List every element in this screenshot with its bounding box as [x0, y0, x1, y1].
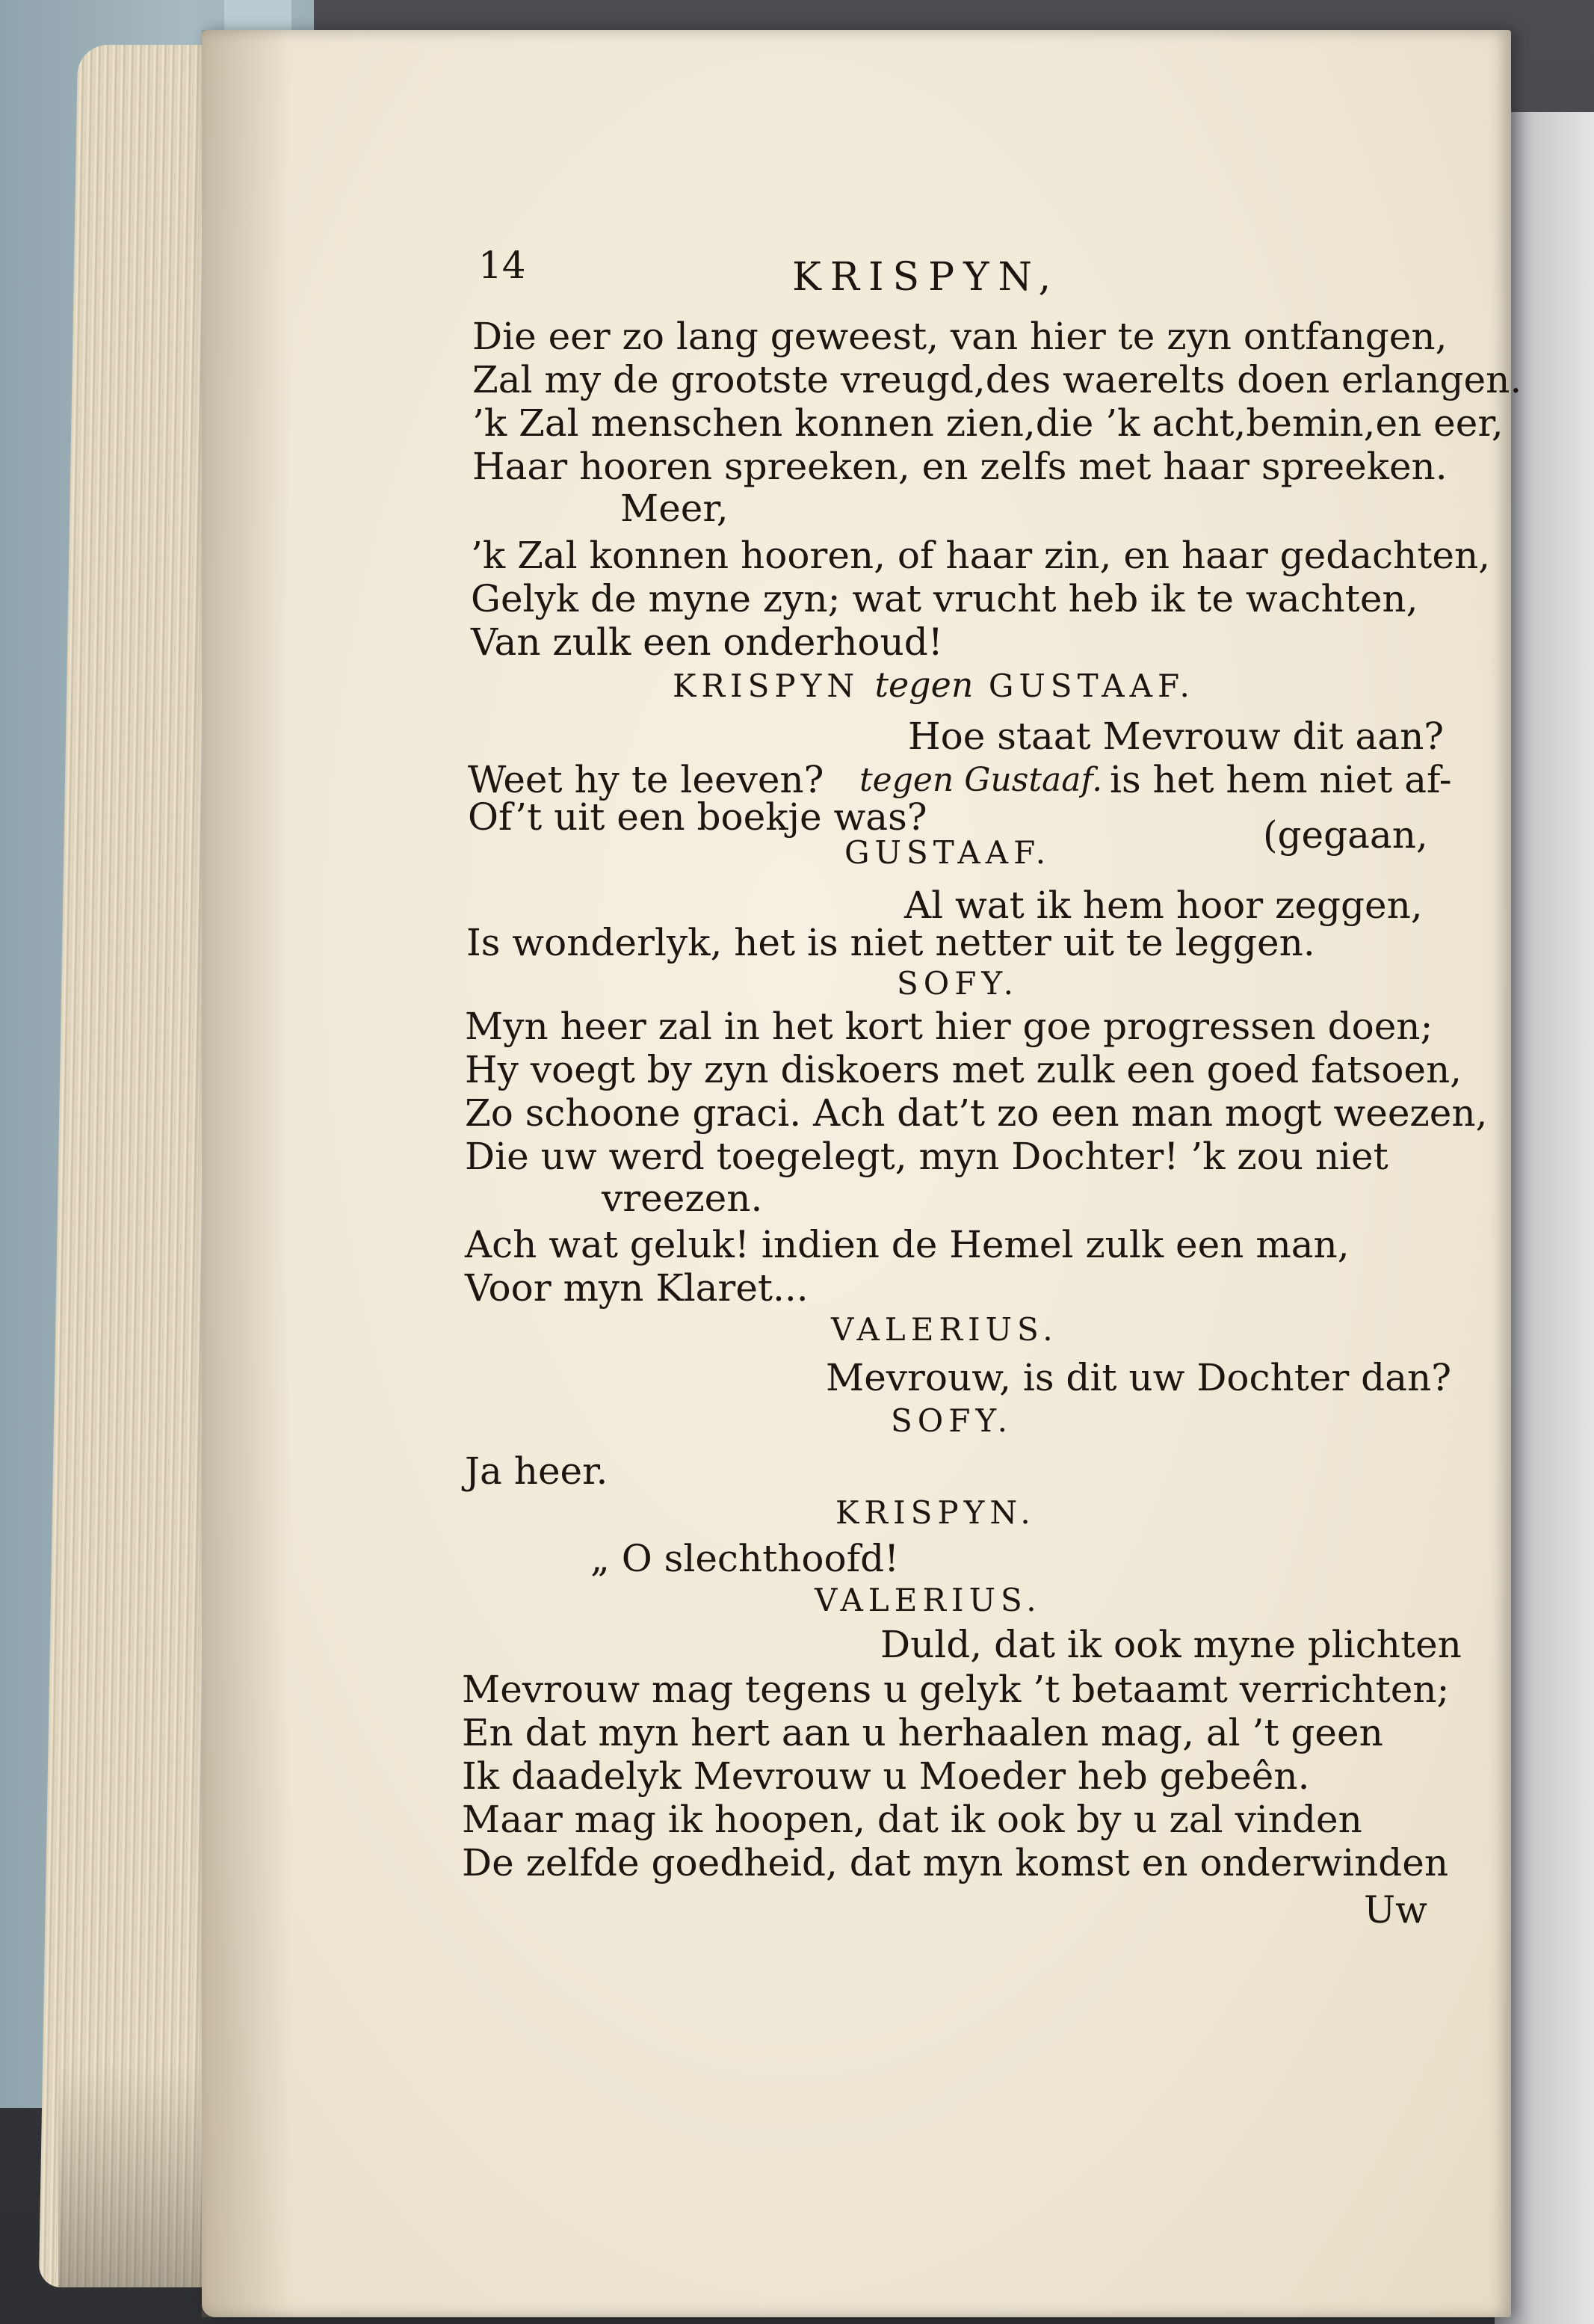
speaker-heading: VALERIUS.	[831, 1311, 1058, 1348]
speaker-heading: GUSTAAF.	[844, 834, 1051, 871]
speaker-heading: KRISPYN.	[835, 1494, 1036, 1531]
verse-line: Maar mag ik hoopen, dat ik ook by u zal vinden	[462, 1798, 1362, 1841]
verse-line: Die eer zo lang geweest, van hier te zyn ontfangen,	[472, 315, 1448, 358]
verse-line: Ik daadelyk Mevrouw u Moeder heb gebeên.	[462, 1754, 1310, 1798]
verse-line: Of’t uit een boekje was?	[468, 795, 927, 839]
page-number: 14	[478, 244, 526, 287]
verse-line: ’k Zal konnen hooren, of haar zin, en haar gedachten,	[471, 534, 1491, 577]
speaker-heading: SOFY.	[891, 1402, 1013, 1439]
verse-line: Haar hooren spreeken, en zelfs met haar spreeken.	[472, 445, 1448, 488]
speaker-target: GUSTAAF.	[988, 668, 1195, 704]
stage-direction: tegen	[874, 665, 974, 705]
verse-line: Zal my de grootste vreugd,des waerelts doen erlangen.	[472, 358, 1522, 401]
verse-line: Gelyk de myne zyn; wat vrucht heb ik te wachten,	[471, 577, 1418, 620]
verse-line: Hy voegt by zyn diskoers met zulk een goed fatsoen,	[465, 1048, 1462, 1091]
verse-line: Zo schoone graci. Ach dat’t zo een man mogt weezen,	[465, 1091, 1488, 1135]
verse-line: Is wonderlyk, het is niet netter uit te leggen.	[466, 921, 1315, 964]
verse-line: (gegaan,	[1263, 813, 1428, 857]
verse-line: Mevrouw, is dit uw Dochter dan?	[826, 1356, 1452, 1399]
verse-line: Voor myn Klaret...	[465, 1266, 809, 1310]
verse-line: De zelfde goedheid, dat myn komst en onderwinden	[462, 1841, 1449, 1884]
verse-line: Ach wat geluk! indien de Hemel zulk een man,	[465, 1223, 1350, 1266]
verse-line: Al wat ik hem hoor zeggen,	[904, 884, 1423, 927]
verse-line: is het hem niet af-	[1110, 758, 1452, 801]
verse-line: Hoe staat Mevrouw dit aan?	[908, 715, 1445, 758]
verse-line: Die uw werd toegelegt, myn Dochter! ’k zou niet	[465, 1135, 1388, 1178]
gutter-shadow	[202, 30, 291, 2317]
verse-line: Myn heer zal in het kort hier goe progressen doen;	[465, 1005, 1433, 1048]
verse-line: Mevrouw mag tegens u gelyk ’t betaamt verrichten;	[462, 1668, 1450, 1711]
verse-line: Ja heer.	[465, 1449, 608, 1493]
inline-stage-direction: tegen Gustaaf.	[859, 761, 1103, 799]
speaker-heading: SOFY.	[897, 965, 1019, 1002]
verse-line: „ O slechthoofd!	[590, 1537, 900, 1580]
verse-line: Van zulk een onderhoud!	[471, 620, 943, 664]
speaker-name: KRISPYN	[673, 668, 860, 704]
catchword: Uw	[1364, 1888, 1427, 1932]
speaker-heading: VALERIUS.	[815, 1582, 1042, 1618]
running-head: KRISPYN,	[792, 255, 1060, 300]
verse-line: En dat myn hert aan u herhaalen mag, al ’t geen	[462, 1711, 1383, 1754]
verse-line: vreezen.	[602, 1177, 763, 1220]
verse-line: Duld, dat ik ook myne plichten	[880, 1623, 1462, 1666]
speaker-heading	[673, 665, 1195, 705]
verse-line: ’k Zal menschen konnen zien,die ’k acht,bemin,en eer,	[472, 401, 1504, 445]
verse-line: Weet hy te leeven?	[468, 758, 824, 801]
verse-line: Meer,	[620, 487, 729, 530]
